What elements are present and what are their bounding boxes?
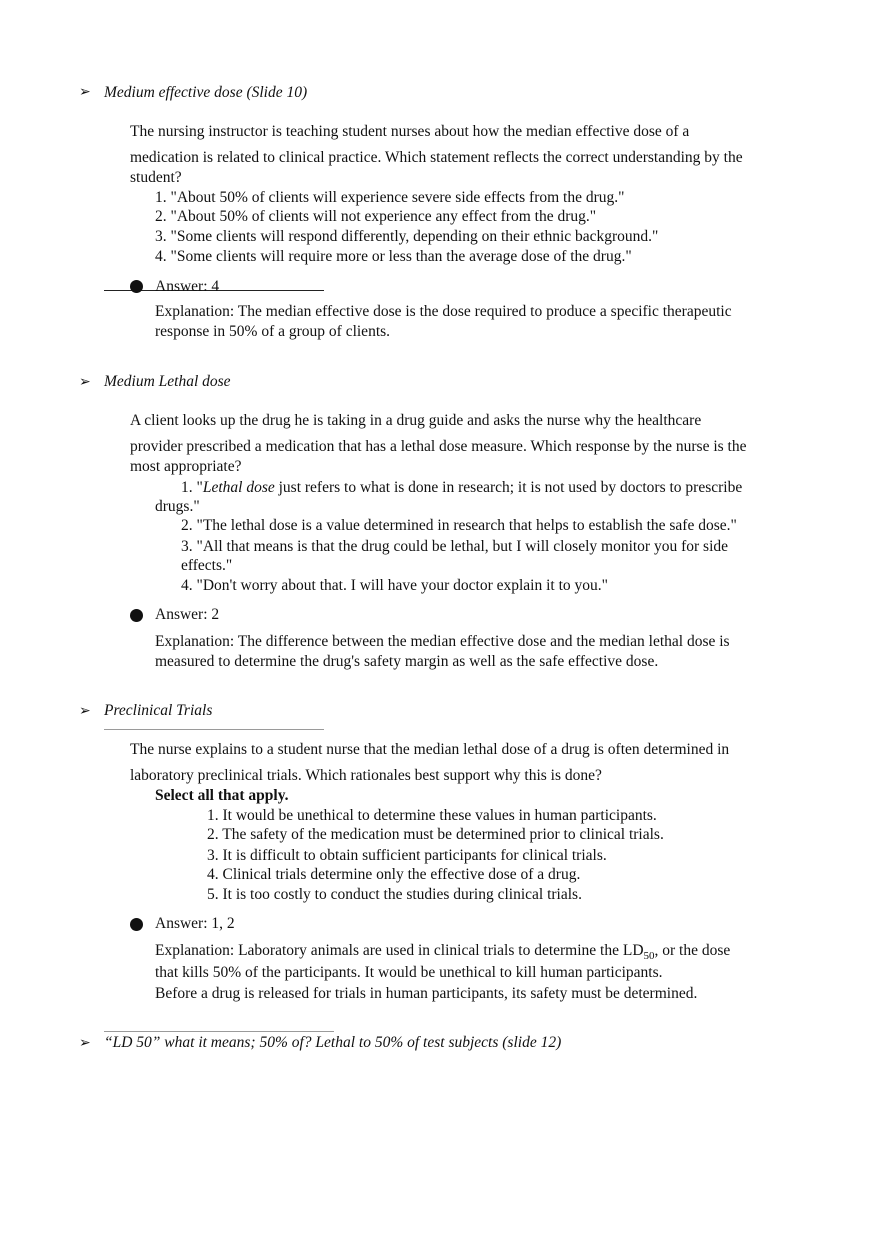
subscript-50: 50 xyxy=(643,950,655,962)
option-item: 1. "About 50% of clients will experience severe side effects from the drug." xyxy=(155,189,625,206)
section-heading: Medium Lethal dose xyxy=(104,373,231,390)
option-item: 2. "About 50% of clients will not experience any effect from the drug." xyxy=(155,208,597,225)
question-text: most appropriate? xyxy=(130,458,242,475)
explanation-part: , or the dose xyxy=(654,942,731,959)
arrow-bullet-icon: ➢ xyxy=(79,85,91,100)
option-item: 4. "Some clients will require more or less than the average dose of the drug." xyxy=(155,248,632,265)
select-all-instruction: Select all that apply. xyxy=(155,787,289,804)
question-text: The nursing instructor is teaching student nurses about how the median effective dose of a xyxy=(130,123,690,140)
question-text: student? xyxy=(130,169,182,186)
question-text: medication is related to clinical practice. Which statement reflects the correct understanding by the xyxy=(130,149,743,166)
explanation-text: Explanation: The difference between the median effective dose and the median lethal dose is xyxy=(155,633,730,650)
option-rest: just refers to what is done in research; it is not used by doctors to prescribe xyxy=(274,479,743,496)
question-text: laboratory preclinical trials. Which rationales best support why this is done? xyxy=(130,767,602,784)
option-item: 1. It would be unethical to determine these values in human participants. xyxy=(207,807,657,824)
option-prefix: 1. " xyxy=(181,479,203,496)
option-continuation: effects." xyxy=(181,557,233,574)
option-item: 3. "Some clients will respond differently, depending on their ethnic background." xyxy=(155,228,659,245)
question-text: The nurse explains to a student nurse that the median lethal dose of a drug is often determined in xyxy=(130,741,730,758)
option-item: 2. "The lethal dose is a value determined in research that helps to establish the safe dose." xyxy=(181,517,737,534)
question-text: A client looks up the drug he is taking in a drug guide and asks the nurse why the healthcare xyxy=(130,412,702,429)
section-heading: Medium effective dose (Slide 10) xyxy=(104,84,308,101)
option-item: 3. It is difficult to obtain sufficient participants for clinical trials. xyxy=(207,847,607,864)
bullet-dot-icon xyxy=(130,918,143,931)
option-italic-term: Lethal dose xyxy=(202,479,275,496)
option-continuation: drugs." xyxy=(155,498,200,515)
explanation-part: Explanation: Laboratory animals are used in clinical trials to determine the LD xyxy=(155,942,644,959)
bullet-dot-icon xyxy=(130,280,143,293)
bullet-dot-icon xyxy=(130,609,143,622)
explanation-text: measured to determine the drug's safety margin as well as the safe effective dose. xyxy=(155,653,659,670)
section-heading: “LD 50” what it means; 50% of? Lethal to 50% of test subjects (slide 12) xyxy=(104,1034,562,1051)
explanation-text: Explanation: The median effective dose is the dose required to produce a specific therapeutic xyxy=(155,303,732,320)
explanation-text: that kills 50% of the participants. It would be unethical to kill human participants. xyxy=(155,964,663,981)
option-item: 4. "Don't worry about that. I will have your doctor explain it to you." xyxy=(181,577,608,594)
answer-text: Answer: 1, 2 xyxy=(155,915,235,932)
option-item: 5. It is too costly to conduct the studies during clinical trials. xyxy=(207,886,582,903)
divider-line xyxy=(104,1031,334,1032)
section-heading: Preclinical Trials xyxy=(104,702,213,719)
option-item xyxy=(181,478,742,498)
option-item: 3. "All that means is that the drug could be lethal, but I will closely monitor you for side xyxy=(181,538,729,555)
divider-line xyxy=(104,729,324,730)
arrow-bullet-icon: ➢ xyxy=(79,1036,91,1051)
explanation-text: response in 50% of a group of clients. xyxy=(155,323,391,340)
question-text: provider prescribed a medication that has a lethal dose measure. Which response by the nurse is the xyxy=(130,438,747,455)
arrow-bullet-icon: ➢ xyxy=(79,704,91,719)
option-item: 4. Clinical trials determine only the effective dose of a drug. xyxy=(207,866,581,883)
arrow-bullet-icon: ➢ xyxy=(79,375,91,390)
answer-text: Answer: 2 xyxy=(155,606,220,623)
option-item: 2. The safety of the medication must be determined prior to clinical trials. xyxy=(207,826,664,843)
answer-text: Answer: 4 xyxy=(155,278,220,295)
explanation-text: Before a drug is released for trials in human participants, its safety must be determined. xyxy=(155,985,698,1002)
